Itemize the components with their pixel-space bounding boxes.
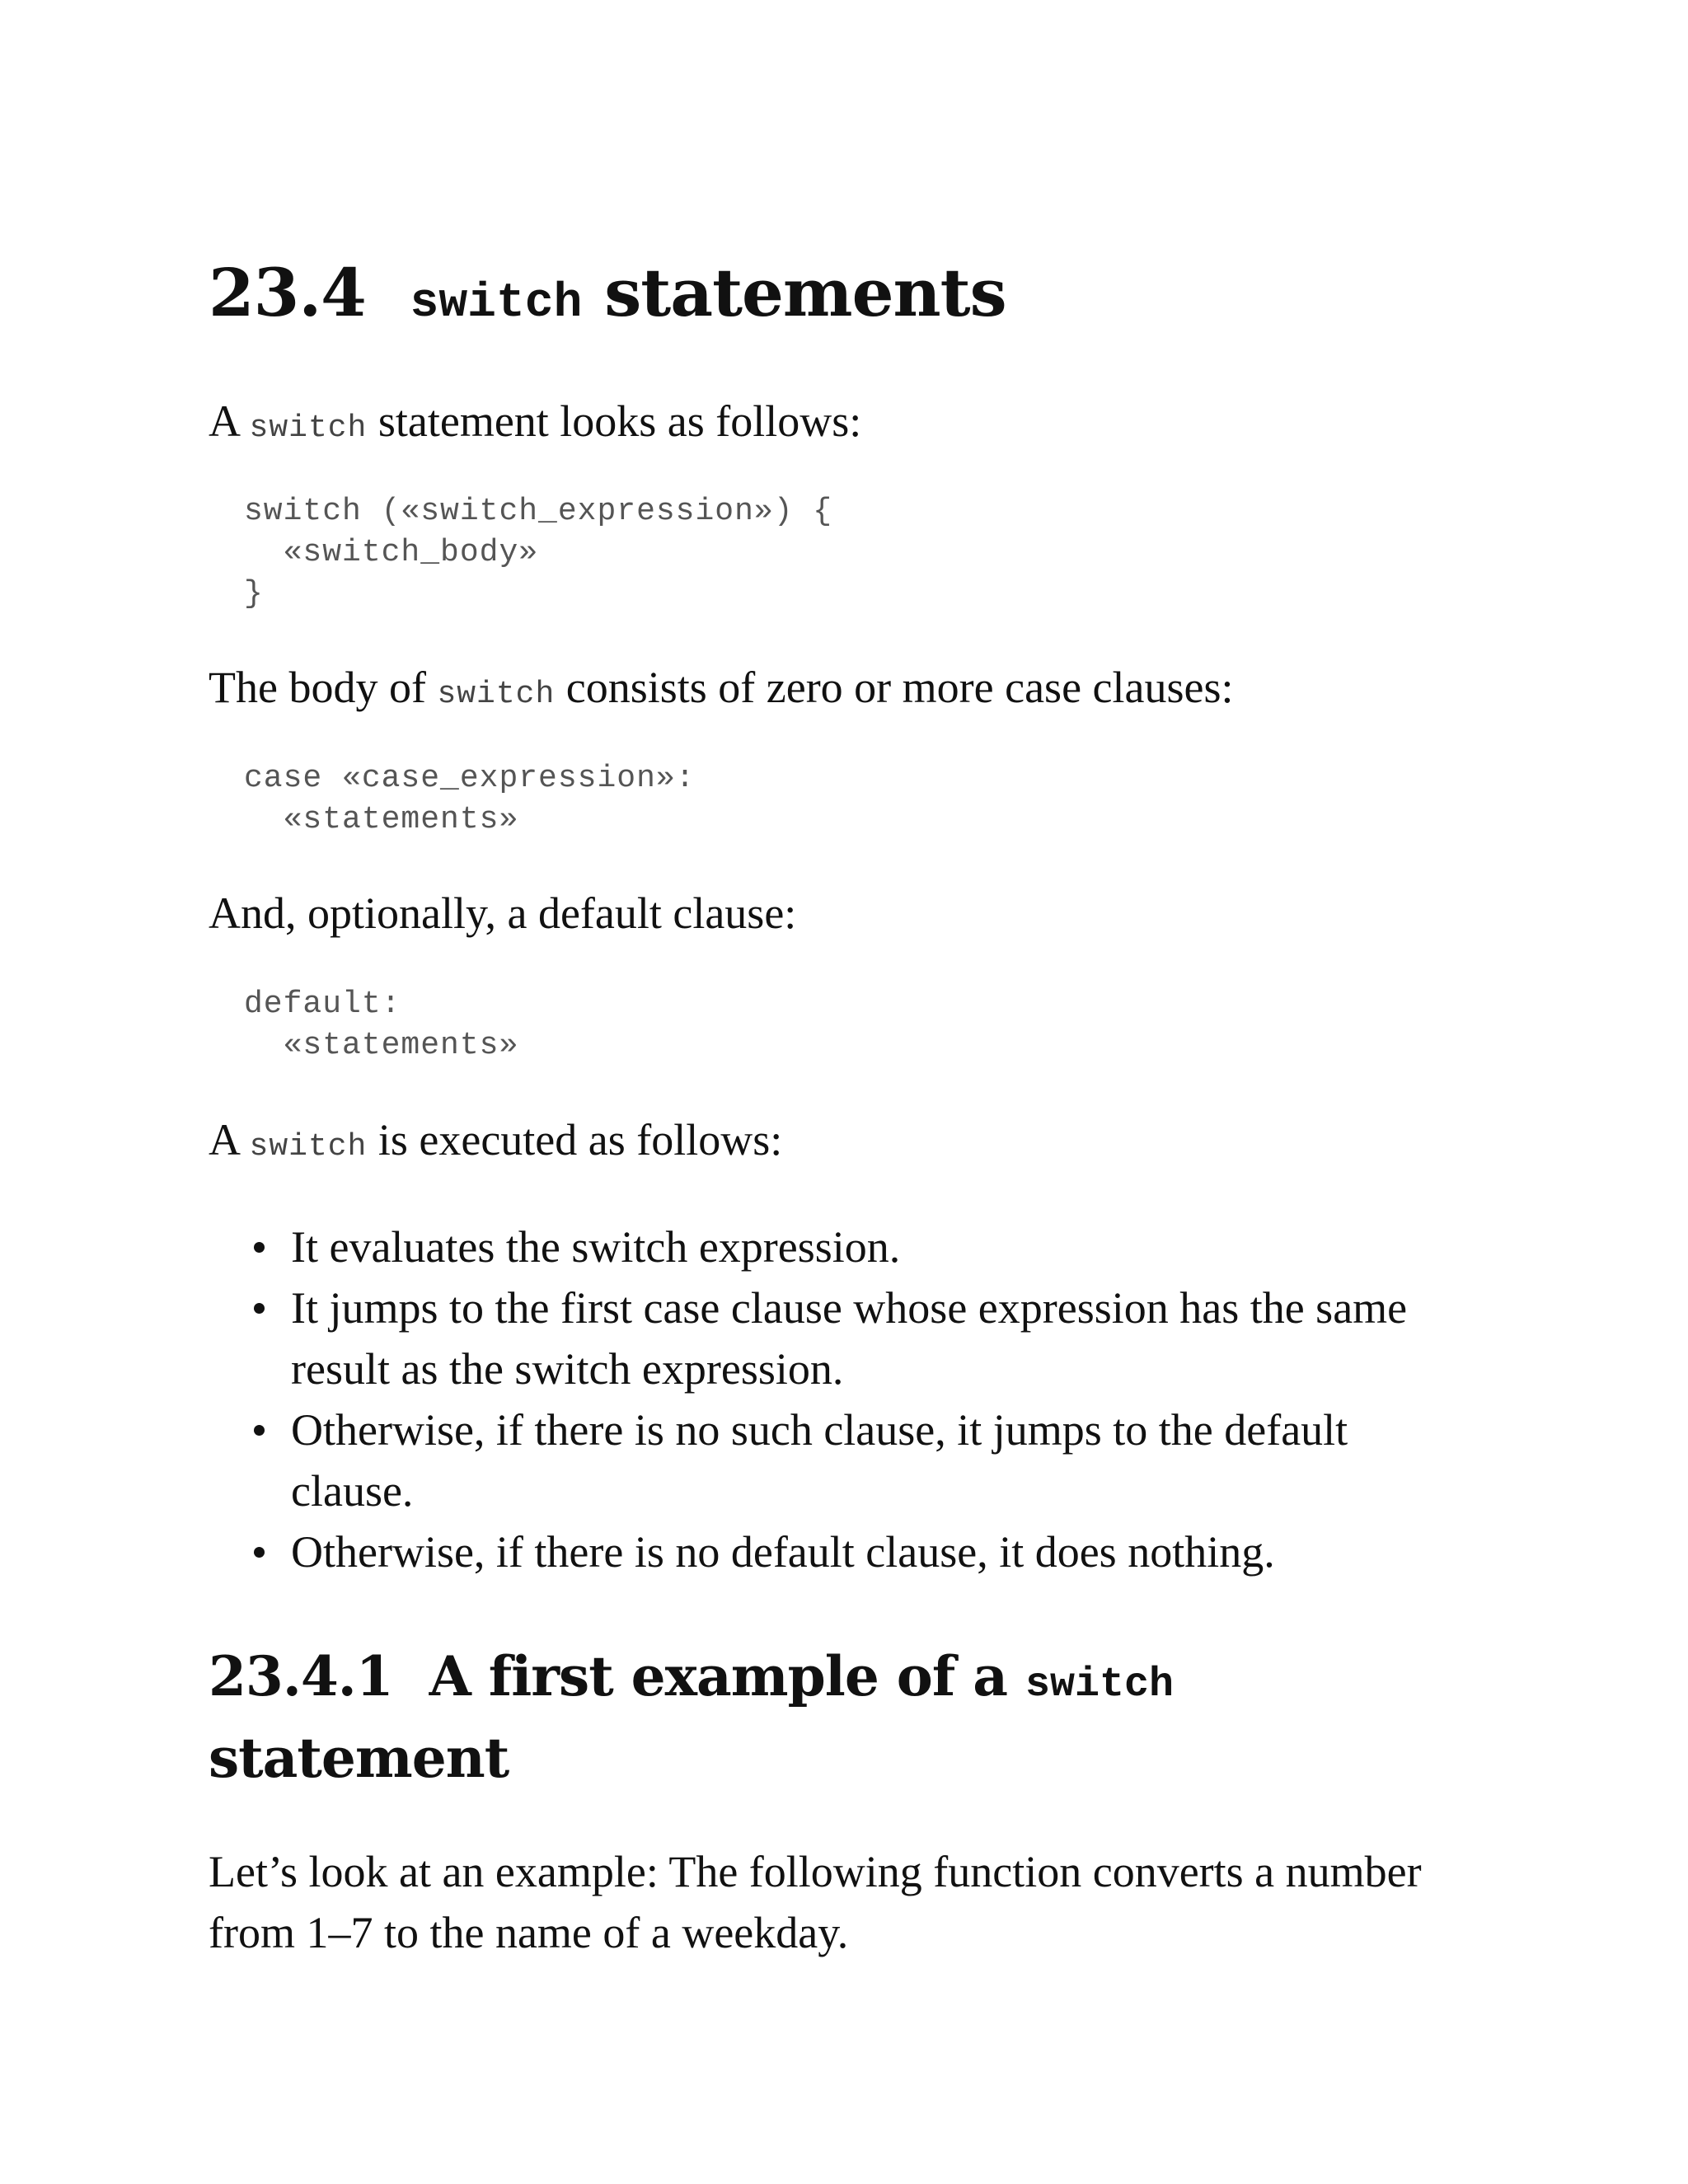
list-item [209, 1521, 1461, 1582]
list-item [209, 1277, 1461, 1399]
bullet-icon [254, 1425, 265, 1436]
body-text-post: consists of zero or more case clauses: [565, 663, 1234, 712]
code-block-default: default: «statements» [244, 987, 519, 1063]
section-heading-rest: statements [604, 254, 1006, 331]
list-item [209, 1216, 1461, 1277]
bullet-icon [254, 1547, 265, 1558]
intro-inline-code: switch [249, 410, 368, 446]
section-number: 23.4 [209, 254, 366, 331]
list-item-text: It jumps to the first case clause whose expression has the same result as the switch expression. [291, 1283, 1408, 1394]
execution-paragraph [209, 1109, 782, 1178]
exec-text-post: is executed as follows: [377, 1115, 783, 1165]
list-item-text: It evaluates the switch expression. [291, 1222, 901, 1272]
bullet-icon [254, 1303, 265, 1314]
subsection-heading-code: switch [1025, 1661, 1174, 1708]
section-heading-code: switch [410, 277, 583, 330]
section-heading [209, 251, 1006, 345]
subsection-heading-text: A first example of a [429, 1644, 1007, 1708]
body-inline-code: switch [437, 677, 556, 712]
list-item-text: Otherwise, if there is no default clause, it does nothing. [291, 1527, 1275, 1577]
intro-text-pre: A [209, 396, 239, 446]
exec-inline-code: switch [249, 1129, 368, 1165]
default-paragraph: And, optionally, a default clause: [209, 888, 797, 938]
subsection-heading-line2: statement [209, 1726, 509, 1790]
body-paragraph [209, 657, 1233, 725]
list-item-text: Otherwise, if there is no such clause, it jumps to the default clause. [291, 1405, 1348, 1516]
body-text-pre: The body of [209, 663, 426, 712]
code-block-switch: switch («switch_expression») { «switch_body» } [244, 494, 833, 612]
subsection-number: 23.4.1 [209, 1644, 393, 1708]
intro-paragraph [209, 391, 861, 459]
example-paragraph: Let’s look at an example: The following function converts a number from 1–7 to the name of a weekday. [209, 1847, 1422, 1957]
code-block-case: case «case_expression»: «statements» [244, 761, 696, 837]
bullet-icon [254, 1242, 265, 1253]
intro-text-post: statement looks as follows: [377, 396, 862, 446]
list-item [209, 1399, 1461, 1521]
subsection-heading [209, 1640, 1174, 1794]
exec-text-pre: A [209, 1115, 239, 1165]
execution-steps-list [209, 1216, 1461, 1582]
